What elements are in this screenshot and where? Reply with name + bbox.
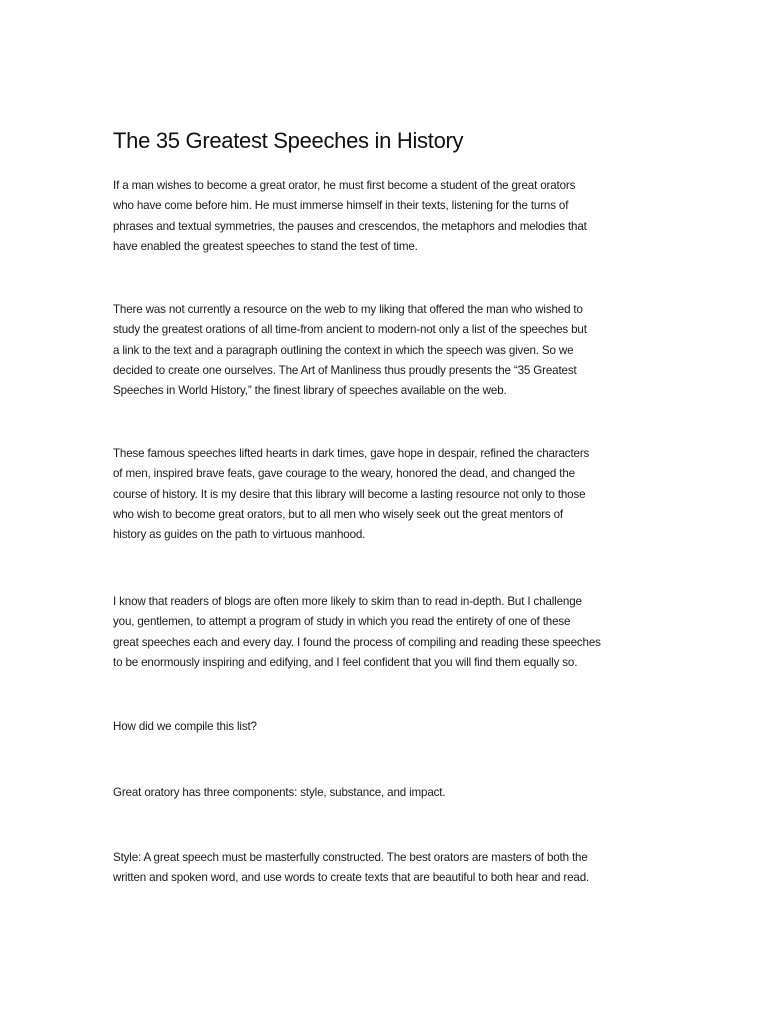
paragraph-intro <box>113 176 673 257</box>
text-line: who have come before him. He must immerse himself in their texts, listening for the turns of <box>113 199 569 213</box>
paragraph-famous-speeches <box>113 444 673 545</box>
text-line: There was not currently a resource on the web to my liking that offered the man who wished to <box>113 303 583 316</box>
paragraph-style <box>113 848 673 889</box>
text-line: Style: A great speech must be masterfully constructed. The best orators are masters of both the <box>113 851 588 864</box>
paragraph-resource <box>113 300 673 401</box>
text-line: written and spoken word, and use words to create texts that are beautiful to both hear and read. <box>113 871 590 885</box>
page-title: The 35 Greatest Speeches in History <box>113 128 464 153</box>
text-line: decided to create one ourselves. The Art of Manliness thus proudly presents the “35 Greatest <box>113 363 577 377</box>
text-line: Speeches in World History,” the finest library of speeches available on the web. <box>113 384 507 398</box>
text-line: you, gentlemen, to attempt a program of study in which you read the entirety of one of these <box>113 615 571 629</box>
text-line: How did we compile this list? <box>113 720 257 733</box>
text-line: great speeches each and every day. I found the process of compiling and reading these speeches <box>113 635 601 649</box>
text-line: phrases and textual symmetries, the pauses and crescendos, the metaphors and melodies that <box>113 219 587 233</box>
text-line: a link to the text and a paragraph outlining the context in which the speech was given. So we <box>113 343 574 357</box>
text-line: Great oratory has three components: style, substance, and impact. <box>113 786 446 799</box>
text-line: have enabled the greatest speeches to stand the test of time. <box>113 239 418 253</box>
text-line: history as guides on the path to virtuous manhood. <box>113 528 366 542</box>
text-line: These famous speeches lifted hearts in dark times, gave hope in despair, refined the characters <box>113 447 590 460</box>
text-line: If a man wishes to become a great orator, he must first become a student of the great orators <box>113 179 576 192</box>
text-line: of men, inspired brave feats, gave courage to the weary, honored the dead, and changed the <box>113 467 575 481</box>
paragraph-compile-question <box>113 717 673 737</box>
paragraph-challenge <box>113 592 673 673</box>
text-line: study the greatest orations of all time-from ancient to modern-not only a list of the speeches but <box>113 323 587 337</box>
text-line: course of history. It is my desire that this library will become a lasting resource not only to those <box>113 487 586 501</box>
paragraph-components <box>113 783 673 803</box>
text-line: I know that readers of blogs are often more likely to skim than to read in-depth. But I challenge <box>113 595 582 608</box>
text-line: who wish to become great orators, but to all men who wisely seek out the great mentors of <box>113 507 563 521</box>
text-line: to be enormously inspiring and edifying, and I feel confident that you will find them equally so. <box>113 655 578 669</box>
